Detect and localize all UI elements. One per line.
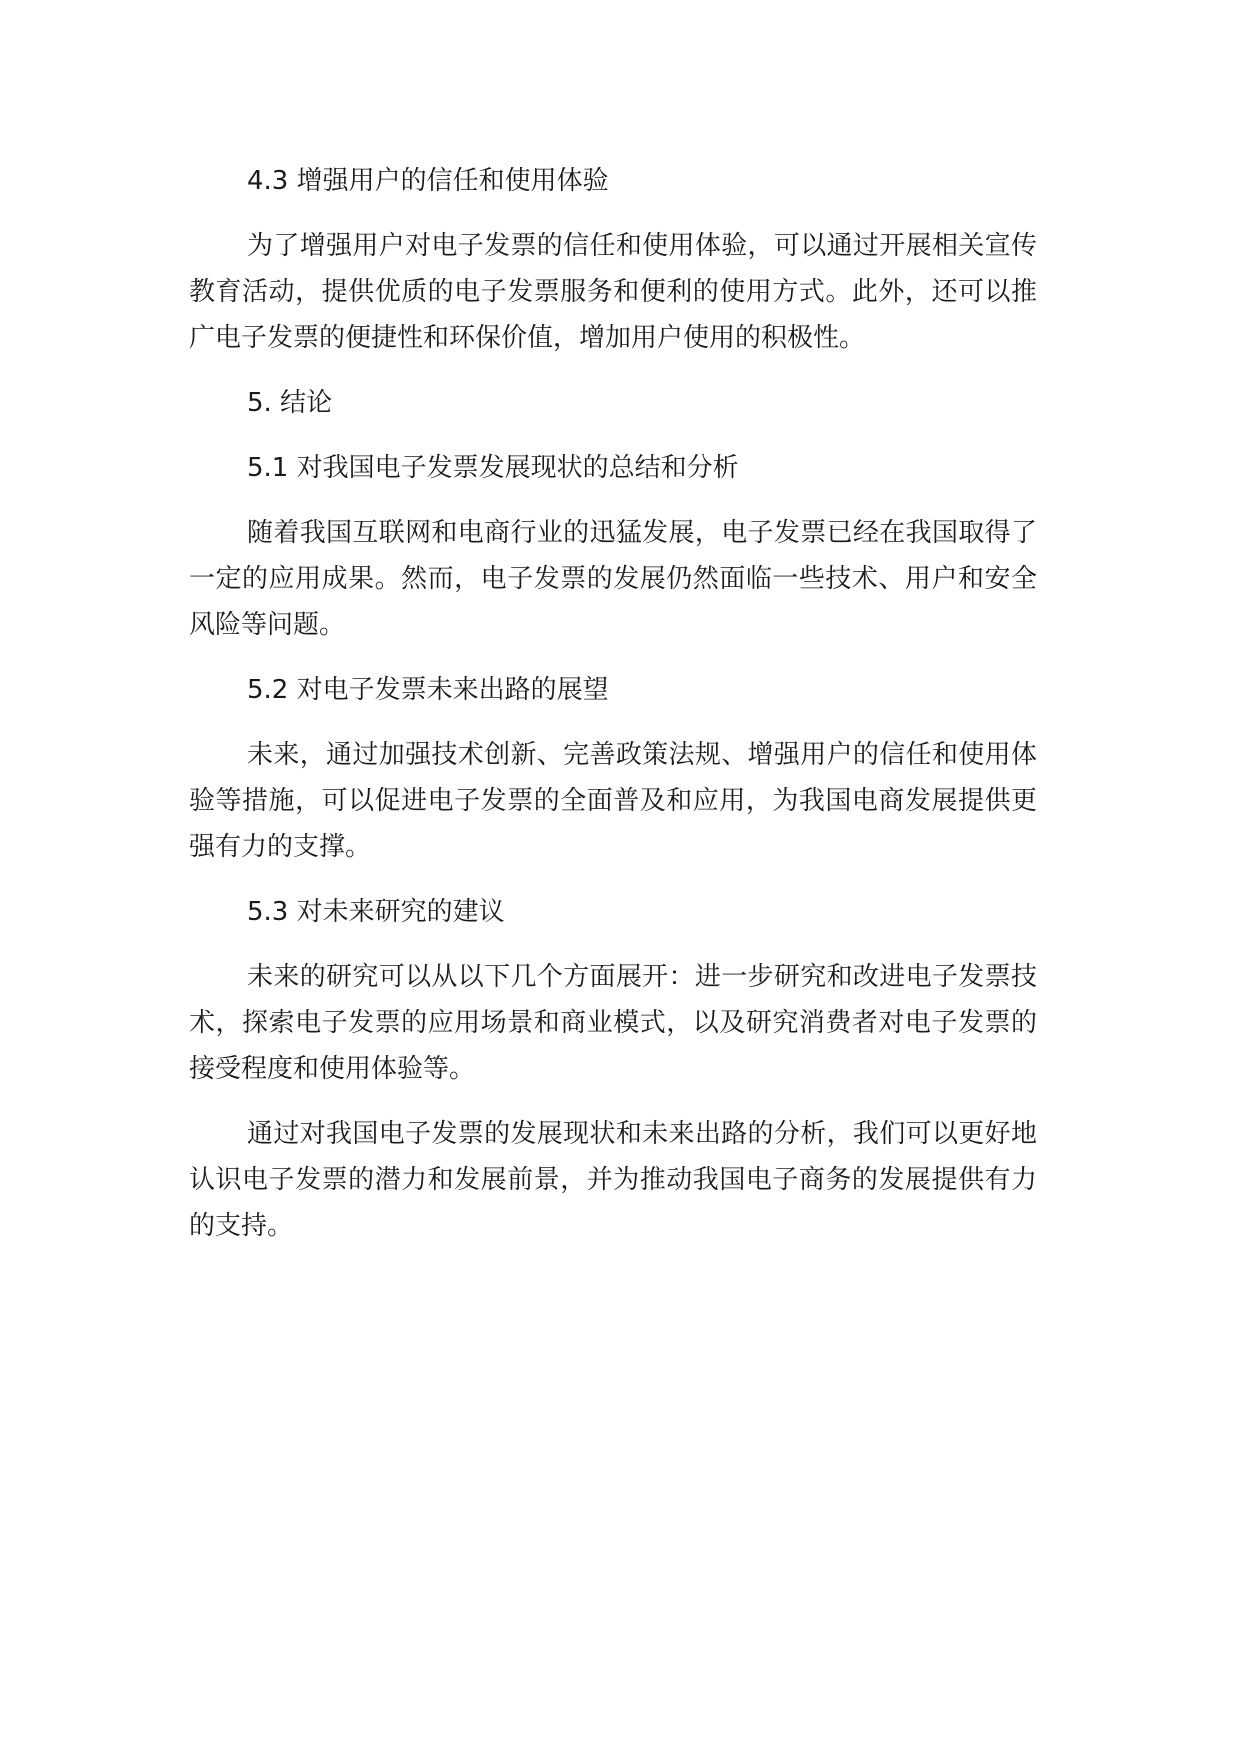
section-5-3-heading: 5.3 对未来研究的建议 (247, 897, 505, 927)
section-5-3-paragraph: 未来的研究可以从以下几个方面展开：进一步研究和改进电子发票技术，探索电子发票的应用场景和商业模式，以及研究消费者对电子发票的接受程度和使用体验等。 (189, 962, 1037, 1084)
closing-paragraph: 通过对我国电子发票的发展现状和未来出路的分析，我们可以更好地认识电子发票的潜力和发展前景，并为推动我国电子商务的发展提供有力的支持。 (189, 1119, 1037, 1241)
section-5-1-paragraph: 随着我国互联网和电商行业的迅猛发展，电子发票已经在我国取得了一定的应用成果。然而，电子发票的发展仍然面临一些技术、用户和安全风险等问题。 (189, 518, 1037, 640)
section-4-3-paragraph: 为了增强用户对电子发票的信任和使用体验，可以通过开展相关宣传教育活动，提供优质的电子发票服务和便利的使用方式。此外，还可以推广电子发票的便捷性和环保价值，增加用户使用的积极性。 (189, 231, 1037, 353)
section-5-heading: 5. 结论 (247, 388, 333, 418)
section-5-2-paragraph: 未来，通过加强技术创新、完善政策法规、增强用户的信任和使用体验等措施，可以促进电子发票的全面普及和应用，为我国电商发展提供更强有力的支撑。 (189, 740, 1037, 862)
section-5-2-heading: 5.2 对电子发票未来出路的展望 (247, 675, 609, 705)
section-5-1-heading: 5.1 对我国电子发票发展现状的总结和分析 (247, 453, 739, 483)
section-4-3-heading: 4.3 增强用户的信任和使用体验 (247, 166, 609, 196)
document-page (189, 158, 1037, 1249)
